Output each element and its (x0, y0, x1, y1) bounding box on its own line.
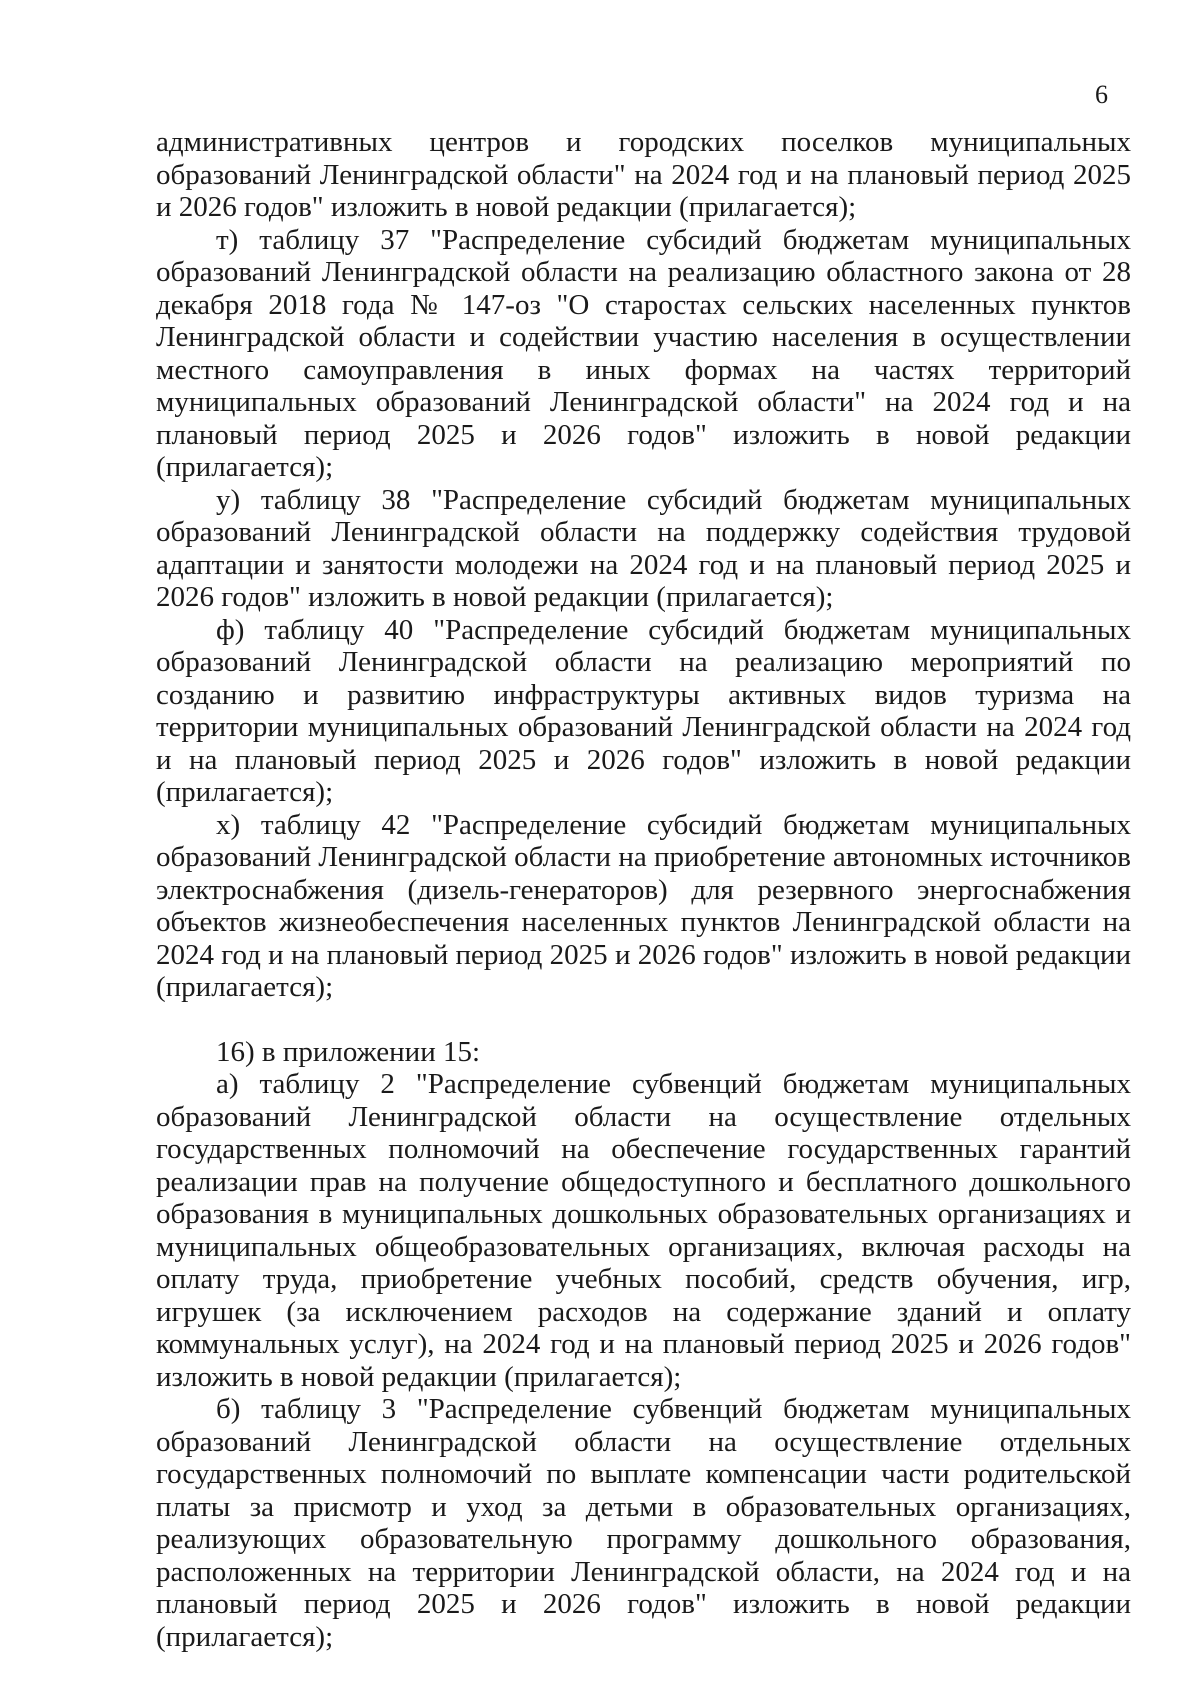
page-number: 6 (1095, 80, 1108, 109)
paragraph-item-f: ф) таблицу 40 "Распределение субсидий бюджетам муниципальных образований Ленинградской области на реализацию мероприятий по созданию и развитию инфраструктуры активных видов туризма на территории муниципальных образований Ленинградской области на 2024 год и на плановый период 2025 и 2026 годов" изложить в новой редакции (прилагается); (156, 613, 1131, 808)
paragraph-item-t: т) таблицу 37 "Распределение субсидий бюджетам муниципальных образований Ленинградской области на реализацию областного закона от 28 декабря 2018 года № 147-оз "О старостах сельских населенных пунктов Ленинградской области и содействии участию населения в осуществлении местного самоуправления в иных формах на частях территорий муниципальных образований Ленинградской области" на 2024 год и на плановый период 2025 и 2026 годов" изложить в новой редакции (прилагается); (156, 223, 1131, 483)
document-body (156, 126, 1131, 1653)
paragraph-item-h: х) таблицу 42 "Распределение субсидий бюджетам муниципальных образований Ленинградской области на приобретение автономных источников электроснабжения (дизель-генераторов) для резервного энергоснабжения объектов жизнеобеспечения населенных пунктов Ленинградской области на 2024 год и на плановый период 2025 и 2026 годов" изложить в новой редакции (прилагается); (156, 808, 1131, 1003)
paragraph-carry-over: административных центров и городских поселков муниципальных образований Ленинградской области" на 2024 год и на плановый период 2025 и 2026 годов" изложить в новой редакции (прилагается); (156, 126, 1131, 223)
paragraph-item-u: у) таблицу 38 "Распределение субсидий бюджетам муниципальных образований Ленинградской области на поддержку содействия трудовой адаптации и занятости молодежи на 2024 год и на плановый период 2025 и 2026 годов" изложить в новой редакции (прилагается); (156, 483, 1131, 613)
paragraph-spacer (156, 1004, 1131, 1036)
paragraph-item-b: б) таблицу 3 "Распределение субвенций бюджетам муниципальных образований Ленинградской области на осуществление отдельных государственных полномочий по выплате компенсации части родительской платы за присмотр и уход за детьми в образовательных организациях, реализующих образовательную программу дошкольного образования, расположенных на территории Ленинградской области, на 2024 год и на плановый период 2025 и 2026 годов" изложить в новой редакции (прилагается); (156, 1393, 1131, 1653)
section-16-heading: 16) в приложении 15: (216, 1035, 481, 1068)
paragraph-item-a: а) таблицу 2 "Распределение субвенций бюджетам муниципальных образований Ленинградской области на осуществление отдельных государственных полномочий на обеспечение государственных гарантий реализации прав на получение общедоступного и бесплатного дошкольного образования в муниципальных дошкольных образовательных организациях и муниципальных общеобразовательных организациях, включая расходы на оплату труда, приобретение учебных пособий, средств обучения, игр, игрушек (за исключением расходов на содержание зданий и оплату коммунальных услуг), на 2024 год и на плановый период 2025 и 2026 годов" изложить в новой редакции (прилагается); (156, 1068, 1131, 1393)
